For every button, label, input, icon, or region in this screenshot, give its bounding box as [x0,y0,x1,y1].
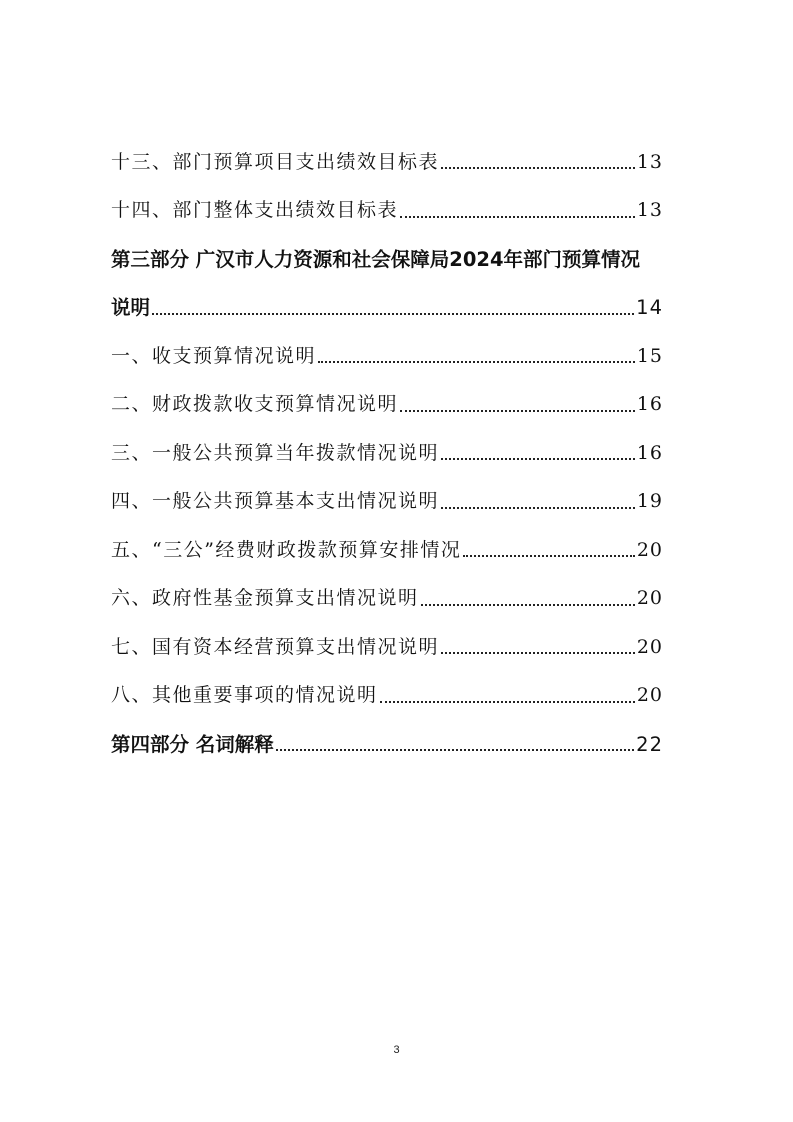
toc-entry-title: 七、国有资本经营预算支出情况说明 [111,635,440,658]
toc-entry-page: 20 [636,587,663,610]
toc-entry-title: 说明 [111,296,151,319]
dot-leader [276,749,634,751]
dot-leader [318,361,635,363]
toc-entry[interactable] [111,429,663,478]
dot-leader [421,604,635,606]
dot-leader [400,216,635,218]
dot-leader [152,313,634,315]
toc-entry[interactable] [111,478,663,527]
toc-entry[interactable] [111,526,663,575]
toc-part-heading[interactable] [111,235,663,284]
toc-entry-title: 一、收支预算情况说明 [111,344,317,367]
toc-entry[interactable] [111,187,663,236]
toc-entry[interactable] [111,672,663,721]
toc-entry[interactable] [111,284,663,333]
page-number: 3 [393,1044,400,1056]
toc-entry-page: 16 [636,441,663,464]
dot-leader [441,507,635,509]
toc-entry[interactable] [111,575,663,624]
toc-entry[interactable] [111,332,663,381]
toc-entry-title: 十三、部门预算项目支出绩效目标表 [111,150,440,173]
toc-entry-title: 八、其他重要事项的情况说明 [111,684,378,707]
toc-entry-page: 16 [636,393,663,416]
toc-entry-title: 四、一般公共预算基本支出情况说明 [111,490,440,513]
toc-entry[interactable] [111,720,663,769]
dot-leader [400,410,635,412]
toc-entry-page: 13 [636,150,663,173]
dot-leader [441,652,635,654]
toc-entry-page: 20 [636,684,663,707]
toc-entry[interactable] [111,138,663,187]
toc-entry-page: 20 [636,635,663,658]
toc-entry-page: 14 [636,296,663,319]
dot-leader [441,167,635,169]
toc-entry-page: 19 [636,490,663,513]
toc-entry-title: 五、“三公”经费财政拨款预算安排情况 [111,538,462,561]
toc-entry-title: 三、一般公共预算当年拨款情况说明 [111,441,440,464]
dot-leader [380,701,635,703]
toc-entry-title: 六、政府性基金预算支出情况说明 [111,587,419,610]
toc-entry-title: 第三部分 广汉市人力资源和社会保障局2024年部门预算情况 [111,247,641,271]
dot-leader [463,555,634,557]
toc-entry-title: 十四、部门整体支出绩效目标表 [111,199,399,222]
toc-entry-title: 二、财政拨款收支预算情况说明 [111,393,399,416]
toc-entry[interactable] [111,623,663,672]
toc-entry[interactable] [111,381,663,430]
toc-entry-page: 20 [636,538,663,561]
toc-entry-title: 第四部分 名词解释 [111,732,274,756]
toc-entry-page: 13 [636,199,663,222]
toc-entry-page: 15 [636,344,663,367]
toc-entry-page: 22 [636,732,663,756]
table-of-contents [111,138,663,769]
dot-leader [441,458,635,460]
